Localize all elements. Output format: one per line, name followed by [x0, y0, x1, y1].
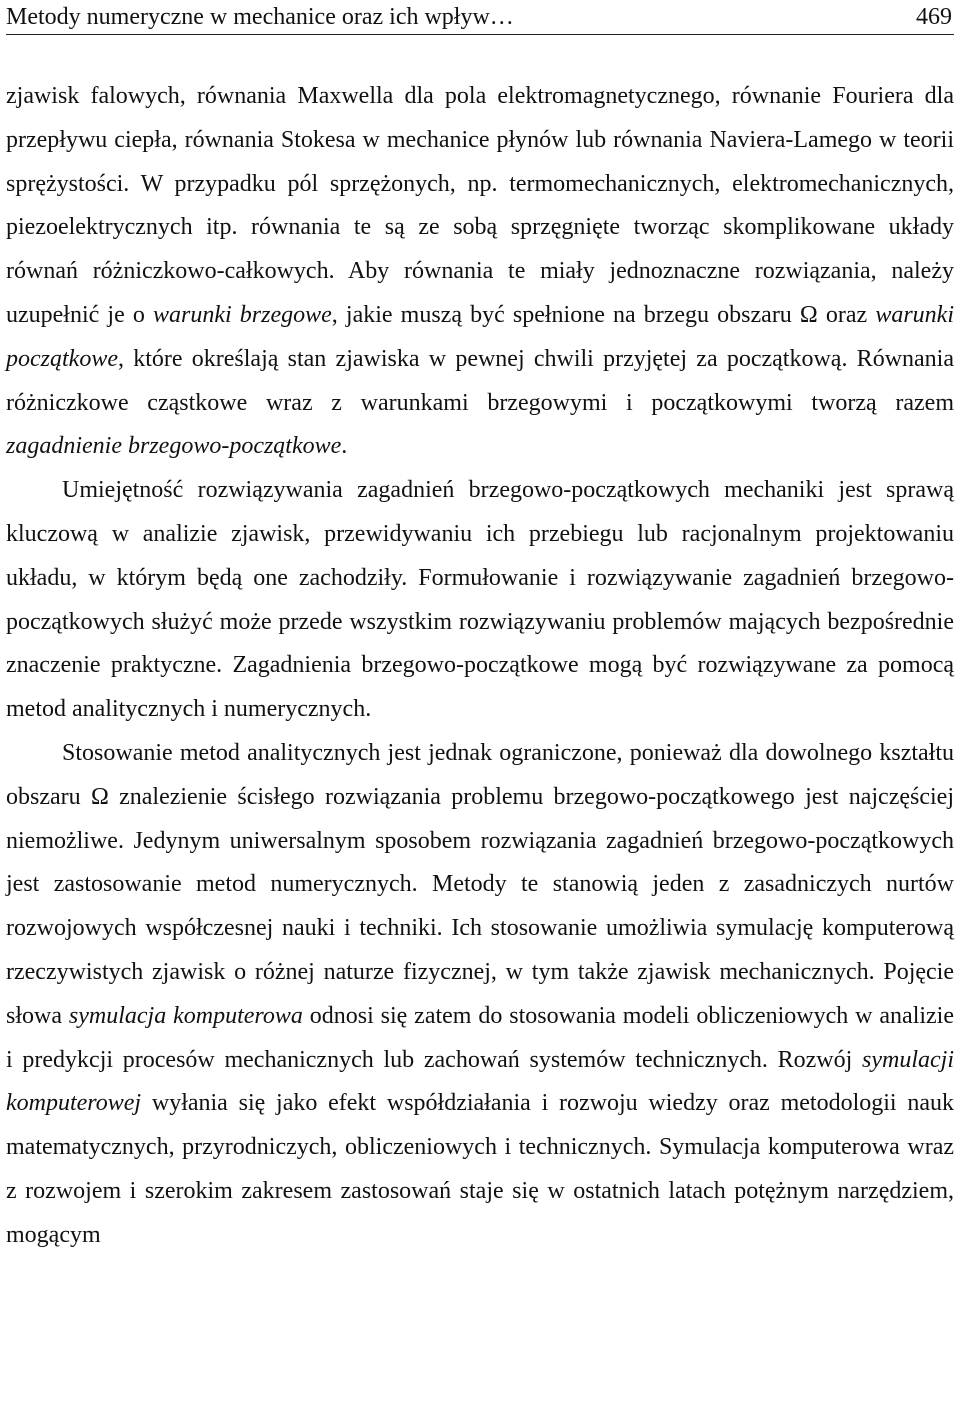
- text-segment: odnosi się zatem do stosowania modeli obliczeniowych w analizie i predykcji procesów mechanicznych lub zachowań systemów technicznych. Rozwój: [6, 1002, 954, 1073]
- document-page: [6, 0, 954, 1258]
- running-header: [6, 0, 954, 35]
- italic-term: symulacja komputerowa: [68, 1002, 303, 1029]
- paragraph-3: [6, 732, 954, 1258]
- paragraph-2: [6, 469, 954, 732]
- body-text: [6, 75, 954, 1258]
- header-title: Metody numeryczne w mechanice oraz ich wpływ…: [6, 4, 514, 30]
- text-segment: Stosowanie metod analitycznych jest jednak ograniczone, ponieważ dla dowolnego kształtu obszaru Ω znalezienie ścisłego rozwiązania problemu brzegowo-początkowego jest najczęściej niemożliwe. Jedynym uniwersalnym sposobem rozwiązania zagadnień brzegowo-początkowych jest zastosowanie metod numerycznych. Metody te stanowią jeden z zasadniczych nurtów rozwojowych współczesnej nauki i techniki. Ich stosowanie umożliwia symulację komputerową rzeczywistych zjawisk o różnej naturze fizycznej, w tym także zjawisk mechanicznych. Pojęcie słowa: [6, 739, 954, 1029]
- text-segment: .: [341, 433, 348, 460]
- text-segment: Umiejętność rozwiązywania zagadnień brzegowo-początkowych mechaniki jest sprawą kluczową w analizie zjawisk, przewidywaniu ich przebiegu lub racjonalnym projektowaniu układu, w którym będą one zachodziły. Formułowanie i rozwiązywanie zagadnień brzegowo-początkowych służyć może przede wszystkim rozwiązywaniu problemów mających bezpośrednie znaczenie praktyczne. Zagadnienia brzegowo-początkowe mogą być rozwiązywane za pomocą metod analitycznych i numerycznych.: [6, 477, 954, 723]
- page-number: 469: [916, 4, 952, 30]
- text-segment: zjawisk falowych, równania Maxwella dla pola elektromagnetycznego, równanie Fouriera dla przepływu ciepła, równania Stokesa w mechanice płynów lub równania Naviera-Lamego w teorii sprężystości. W przypadku pól sprzężonych, np. termomechanicznych, elektromechanicznych, piezoelektrycznych itp. równania te są ze sobą sprzęgnięte tworząc skomplikowane układy równań różniczkowo-całkowych. Aby równania te miały jednoznaczne rozwiązania, należy uzupełnić je o: [6, 83, 954, 328]
- text-segment: , jakie muszą być spełnione na brzegu obszaru Ω oraz: [331, 301, 876, 328]
- text-segment: wyłania się jako efekt współdziałania i rozwoju wiedzy oraz metodologii nauk matematycznych, przyrodniczych, obliczeniowych i technicznych. Symulacja komputerowa wraz z rozwojem i szerokim zakresem zastosowań staje się w ostatnich latach potężnym narzędziem, mogącym: [6, 1090, 954, 1248]
- italic-term: warunki brzegowe: [152, 301, 332, 328]
- italic-term: warunki początkowe: [6, 301, 954, 372]
- text-segment: , które określają stan zjawiska w pewnej chwili przyjętej za początkową. Równania różniczkowe cząstkowe wraz z warunkami brzegowymi i początkowymi tworzą razem: [6, 345, 954, 416]
- italic-term: symulacji komputerowej: [6, 1046, 954, 1117]
- paragraph-1: [6, 75, 954, 469]
- italic-term: zagadnienie brzegowo-początkowe: [6, 433, 342, 460]
